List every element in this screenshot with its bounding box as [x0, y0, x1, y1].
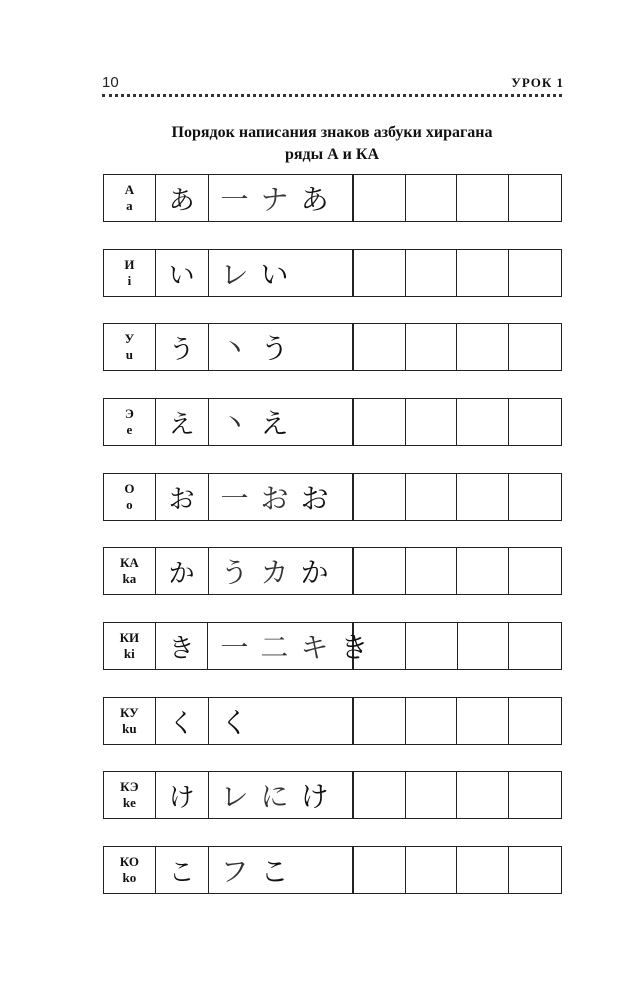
hiragana-sign: こ: [156, 847, 209, 893]
stroke-step: け: [300, 780, 329, 813]
practice-cell: [457, 847, 509, 893]
stroke-order-cell: [209, 772, 354, 818]
practice-cell: [354, 399, 406, 445]
stroke-step: え: [260, 407, 289, 440]
stroke-step: か: [300, 556, 329, 589]
stroke-step: い: [260, 258, 289, 291]
practice-cell: [354, 623, 406, 669]
cyrillic-reading: И: [124, 257, 135, 272]
stroke-step: 一: [220, 183, 249, 216]
romanization-cell: [104, 474, 156, 520]
cyrillic-reading: КЭ: [120, 779, 139, 794]
stroke-step: う: [260, 332, 289, 365]
romanization-cell: [104, 324, 156, 370]
stroke-order-cell: [209, 250, 354, 296]
romanization-cell: [104, 772, 156, 818]
stroke-order-cell: [209, 324, 354, 370]
cyrillic-reading: У: [124, 331, 135, 346]
stroke-order-cell: [209, 399, 354, 445]
stroke-step: あ: [300, 183, 329, 216]
page-number: 10: [102, 74, 119, 91]
cyrillic-reading: КУ: [120, 705, 139, 720]
stroke-order-cell: [209, 474, 354, 520]
cyrillic-reading: КО: [119, 854, 139, 869]
hiragana-sign: け: [156, 772, 209, 818]
practice-cell: [406, 772, 458, 818]
practice-cell: [509, 324, 561, 370]
practice-cell: [457, 474, 509, 520]
practice-cell: [458, 623, 510, 669]
practice-cell: [509, 847, 561, 893]
practice-cell: [354, 772, 406, 818]
cyrillic-reading: КИ: [119, 630, 140, 645]
latin-reading: i: [127, 273, 132, 288]
practice-cell: [354, 698, 406, 744]
table-row: [103, 547, 562, 595]
romanization-cell: [104, 623, 156, 669]
romanization-cell: [104, 175, 156, 221]
stroke-step: 一: [220, 482, 249, 515]
practice-cell: [509, 772, 561, 818]
practice-cell: [457, 399, 509, 445]
stroke-step: 丶: [220, 407, 249, 440]
hiragana-sign: か: [156, 548, 209, 594]
stroke-order-cell: [209, 175, 354, 221]
practice-cell: [509, 474, 561, 520]
stroke-step: に: [260, 780, 289, 813]
practice-cell: [406, 250, 458, 296]
practice-cell: [406, 698, 458, 744]
practice-cell: [509, 250, 561, 296]
table-row: [103, 771, 562, 819]
practice-cell: [457, 324, 509, 370]
cyrillic-reading: КА: [119, 555, 139, 570]
dotted-rule: [102, 94, 562, 97]
hiragana-sign: い: [156, 250, 209, 296]
romanization-cell: [104, 548, 156, 594]
page-title: [102, 122, 562, 166]
latin-reading: ki: [123, 646, 135, 661]
stroke-step: レ: [220, 780, 249, 813]
hiragana-sign: あ: [156, 175, 209, 221]
practice-cell: [354, 548, 406, 594]
romanization-cell: [104, 847, 156, 893]
cyrillic-reading: Э: [124, 406, 134, 421]
practice-cell: [406, 324, 458, 370]
stroke-step: う: [220, 556, 249, 589]
romanization-cell: [104, 698, 156, 744]
title-line-1: Порядок написания знаков азбуки хирагана: [171, 124, 493, 141]
stroke-step: キ: [300, 631, 329, 664]
table-row: [103, 697, 562, 745]
practice-cell: [457, 772, 509, 818]
practice-cell: [509, 175, 561, 221]
latin-reading: ku: [122, 721, 137, 736]
practice-cell: [457, 250, 509, 296]
latin-reading: a: [126, 198, 133, 213]
stroke-step: 二: [260, 631, 289, 664]
practice-cell: [406, 175, 458, 221]
hiragana-sign: う: [156, 324, 209, 370]
stroke-order-cell: [209, 698, 354, 744]
table-row: [103, 398, 562, 446]
hiragana-sign: え: [156, 399, 209, 445]
practice-cell: [509, 698, 561, 744]
stroke-step: フ: [220, 855, 249, 888]
stroke-step: く: [220, 706, 249, 739]
table-row: [103, 473, 562, 521]
table-row: [103, 846, 562, 894]
stroke-step: カ: [260, 556, 289, 589]
stroke-order-cell: [209, 847, 354, 893]
stroke-step: こ: [260, 855, 289, 888]
table-row: [103, 622, 562, 670]
cyrillic-reading: А: [124, 182, 135, 197]
stroke-order-cell: [209, 548, 354, 594]
practice-cell: [509, 399, 561, 445]
practice-cell: [457, 175, 509, 221]
practice-cell: [509, 548, 561, 594]
latin-reading: ka: [122, 571, 137, 586]
practice-cell: [354, 474, 406, 520]
table-row: [103, 174, 562, 222]
latin-reading: u: [125, 347, 133, 362]
cyrillic-reading: О: [124, 481, 135, 496]
practice-cell: [354, 175, 406, 221]
practice-cell: [457, 698, 509, 744]
hiragana-sign: お: [156, 474, 209, 520]
practice-cell: [406, 623, 458, 669]
practice-cell: [354, 847, 406, 893]
table-row: [103, 323, 562, 371]
romanization-cell: [104, 399, 156, 445]
stroke-step: お: [260, 482, 289, 515]
lesson-label: УРОК 1: [511, 75, 564, 90]
table-row: [103, 249, 562, 297]
practice-cell: [406, 399, 458, 445]
hiragana-sign: き: [156, 623, 209, 669]
stroke-step: 丶: [220, 332, 249, 365]
stroke-order-cell: [208, 623, 369, 669]
practice-cell: [457, 548, 509, 594]
stroke-step: お: [300, 482, 329, 515]
hiragana-sign: く: [156, 698, 209, 744]
practice-cell: [406, 847, 458, 893]
latin-reading: e: [126, 422, 133, 437]
stroke-step: レ: [220, 258, 249, 291]
title-line-2: ряды А и КА: [284, 146, 380, 163]
stroke-step: ナ: [260, 183, 289, 216]
practice-cell: [509, 623, 561, 669]
stroke-step: き: [340, 631, 369, 664]
latin-reading: ke: [122, 795, 136, 810]
practice-cell: [354, 324, 406, 370]
practice-cell: [406, 474, 458, 520]
latin-reading: ko: [122, 870, 137, 885]
latin-reading: o: [126, 497, 133, 512]
practice-cell: [354, 250, 406, 296]
stroke-step: 一: [220, 631, 249, 664]
practice-cell: [406, 548, 458, 594]
romanization-cell: [104, 250, 156, 296]
